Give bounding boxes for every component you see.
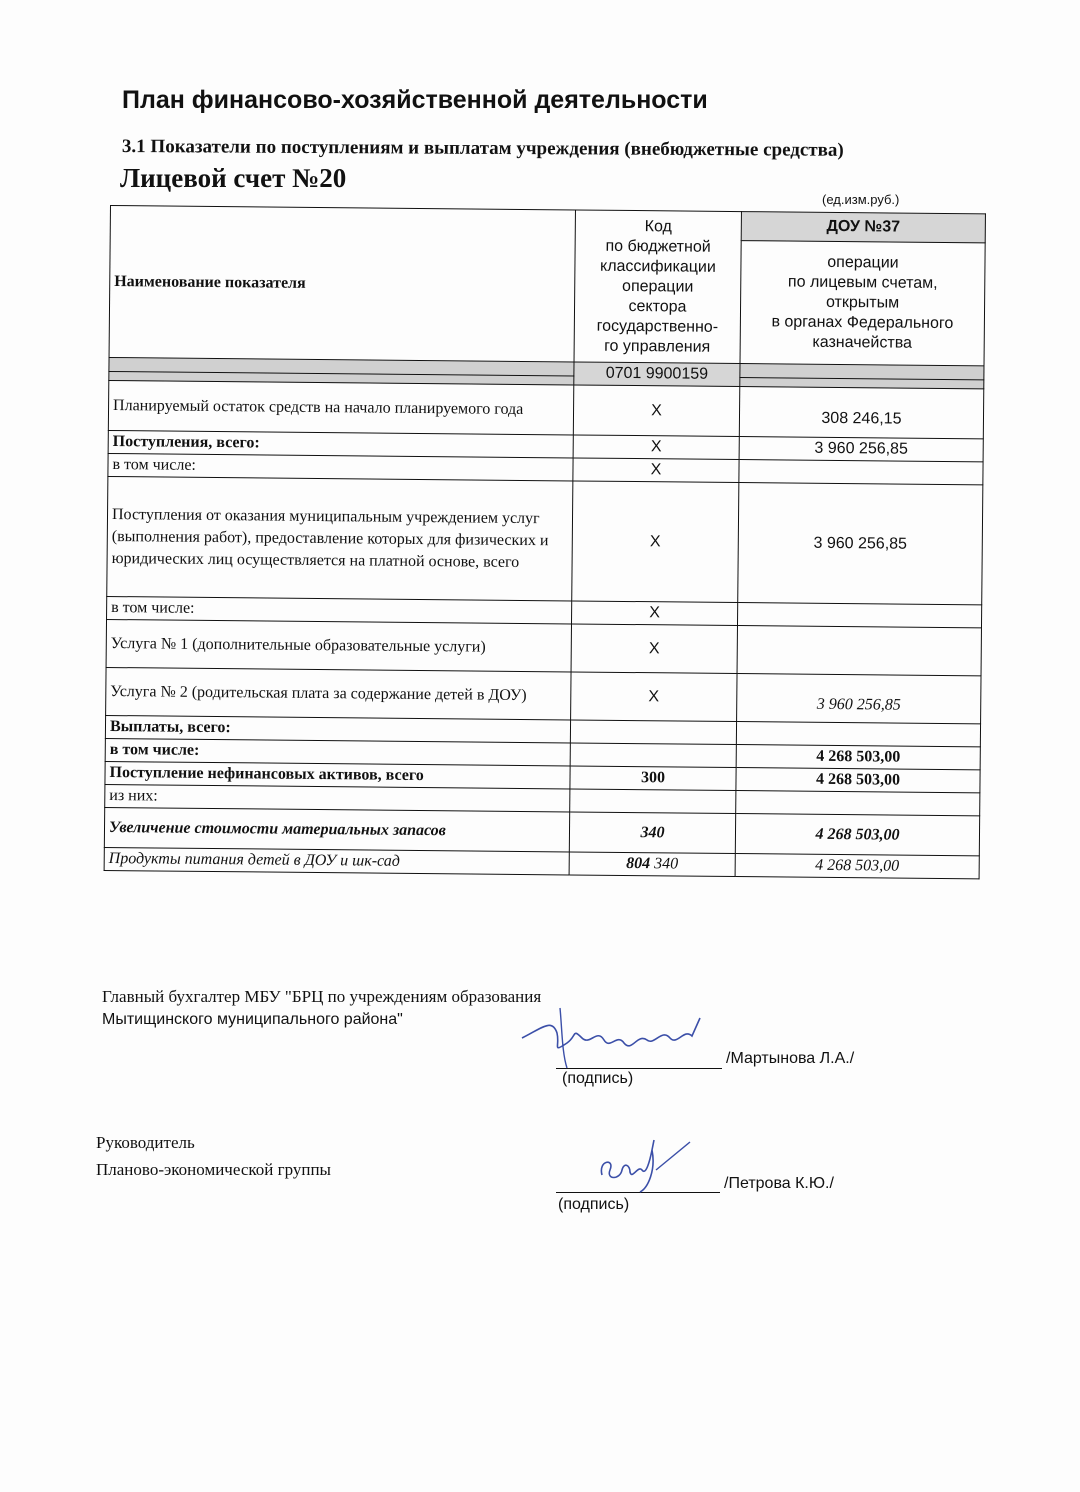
row-name: Услуга № 2 (родительская плата за содержание детей в ДОУ) xyxy=(106,667,571,719)
row-code: 300 xyxy=(570,766,736,791)
header-code xyxy=(574,210,741,364)
row-name: из них: xyxy=(105,784,570,811)
signature-caption: (подпись) xyxy=(558,1196,630,1213)
row-name: в том числе: xyxy=(107,596,572,623)
row-name: Продукты питания детей в ДОУ и шк-сад xyxy=(104,847,569,874)
accountant-title-line2: Мытищинского муниципального района" xyxy=(102,1011,403,1028)
header-row xyxy=(110,206,985,243)
row-value xyxy=(736,722,980,747)
row-code-main: 804 xyxy=(626,854,651,873)
section-subtitle: 3.1 Показатели по поступлениям и выплатам учреждения (внебюджетные средства) xyxy=(121,136,844,161)
row-code: X xyxy=(573,458,739,483)
units-label: (ед.изм.руб.) xyxy=(822,192,900,207)
row-value: 3 960 256,85 xyxy=(739,437,983,462)
account-number: Лицевой счет №20 xyxy=(120,163,347,193)
row-code: X xyxy=(573,435,739,460)
accountant-name: /Мартынова Л.А./ xyxy=(726,1050,855,1067)
row-code: 340 xyxy=(569,812,735,854)
header-code-line: сектора xyxy=(628,297,687,316)
row-name: Поступление нефинансовых активов, всего xyxy=(105,761,570,788)
head-name: /Петрова К.Ю./ xyxy=(724,1175,834,1192)
row-name: в том числе: xyxy=(105,738,570,765)
header-name: Наименование показателя xyxy=(109,206,575,362)
row-code xyxy=(569,852,735,877)
row-value xyxy=(737,603,981,628)
head-title-line2: Планово-экономической группы xyxy=(96,1160,331,1179)
budget-code: 0701 9900159 xyxy=(574,362,740,387)
row-code: X xyxy=(571,601,737,626)
header-code-line: по бюджетной xyxy=(605,237,711,256)
header-operations xyxy=(740,241,985,366)
header-code-line: операции xyxy=(622,277,694,296)
row-code xyxy=(570,720,736,745)
row-name: Выплаты, всего: xyxy=(105,715,570,742)
handwritten-signature-icon xyxy=(512,998,712,1078)
row-code xyxy=(570,789,736,814)
row-code: X xyxy=(571,672,737,722)
header-ops-line: операции xyxy=(827,253,899,272)
row-value xyxy=(736,791,980,816)
row-value: 4 268 503,00 xyxy=(735,814,979,856)
header-ops-line: в органах Федерального xyxy=(771,313,954,333)
row-value: 308 246,15 xyxy=(739,387,983,439)
row-value: 4 268 503,00 xyxy=(736,745,980,770)
row-value: 3 960 256,85 xyxy=(738,483,983,605)
row-name: Услуга № 1 (дополнительные образовательные услуги) xyxy=(106,619,571,671)
row-value: 4 268 503,00 xyxy=(735,854,979,879)
row-value: 3 960 256,85 xyxy=(737,674,981,724)
header-code-line: государственно- xyxy=(596,317,719,336)
row-value xyxy=(737,626,981,676)
row-value xyxy=(739,460,983,485)
row-value: 4 268 503,00 xyxy=(736,768,980,793)
header-code-line: го управления xyxy=(604,337,711,356)
table-row xyxy=(108,380,983,438)
signature-caption: (подпись) xyxy=(562,1070,634,1087)
handwritten-signature-icon xyxy=(590,1130,700,1200)
row-code: X xyxy=(573,385,739,437)
page-title: План финансово-хозяйственной деятельности xyxy=(122,86,708,114)
accountant-title-line1: Главный бухгалтер МБУ "БРЦ по учреждениям образования xyxy=(102,987,542,1006)
header-code-line: Код xyxy=(644,217,672,235)
header-dou: ДОУ №37 xyxy=(741,212,985,243)
row-code: X xyxy=(572,481,739,603)
row-code-sub: 340 xyxy=(654,855,679,873)
header-ops-line: казначейства xyxy=(812,333,913,352)
indicators-table xyxy=(104,205,986,879)
table-row xyxy=(106,667,981,723)
header-code-line: классификации xyxy=(599,257,716,276)
row-name: в том числе: xyxy=(108,453,573,480)
head-title-line1: Руководитель xyxy=(96,1133,195,1152)
header-ops-line: открытым xyxy=(825,293,900,312)
table-row xyxy=(106,619,981,675)
row-name: Планируемый остаток средств на начало планируемого года xyxy=(108,380,573,434)
row-code xyxy=(570,743,736,768)
row-name: Поступления от оказания муниципальным учреждением услуг (выполнения работ), предоставление которых для физических и юридических лиц осуществляется на платной основе, всего xyxy=(107,476,573,600)
table-row xyxy=(107,476,983,604)
header-ops-line: по лицевым счетам, xyxy=(787,273,938,292)
row-name: Увеличение стоимости материальных запасов xyxy=(104,807,569,851)
row-code: X xyxy=(571,624,737,674)
row-name: Поступления, всего: xyxy=(108,430,573,457)
